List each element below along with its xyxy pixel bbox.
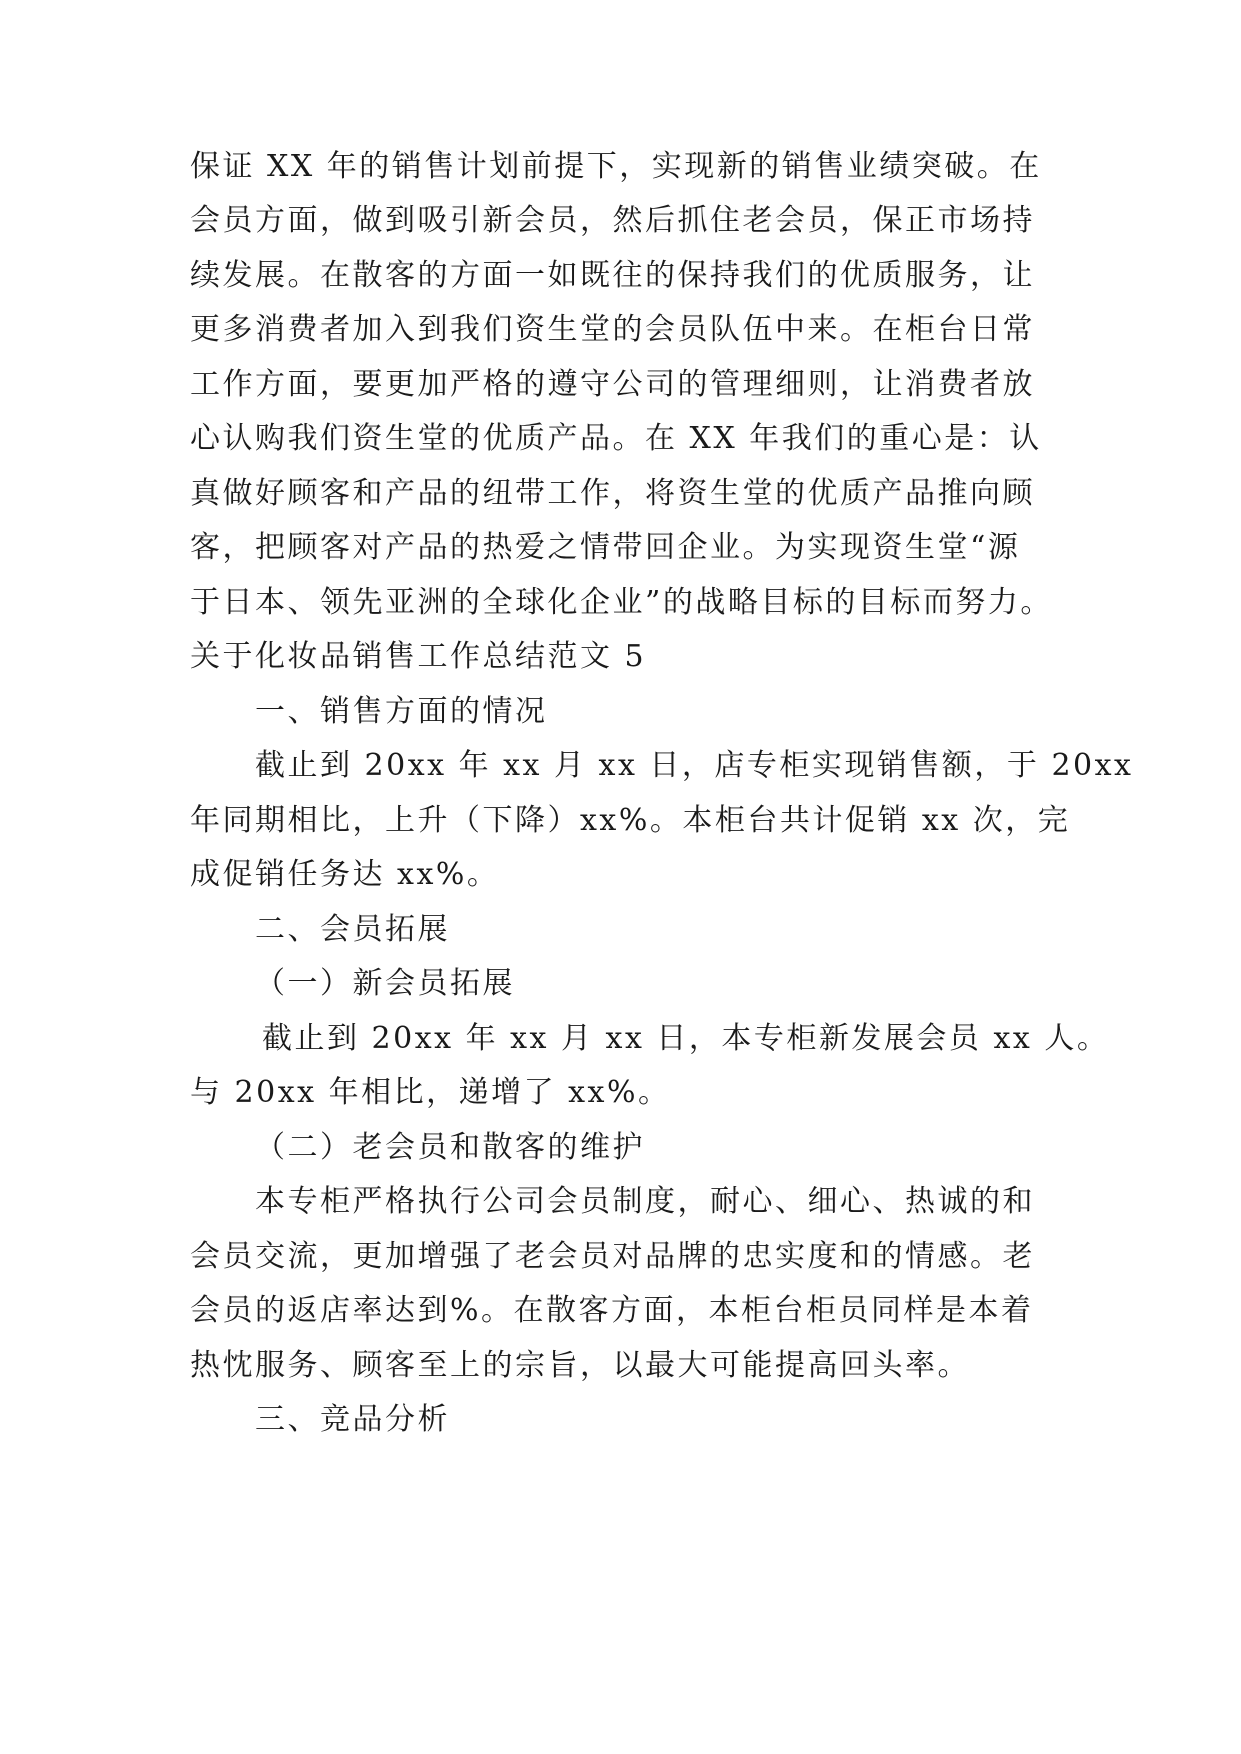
text-line: 会员的返店率达到%。在散客方面，本柜台柜员同样是本着 [190,1293,1034,1328]
heading-members: 二、会员拓展 [255,912,450,947]
text-line: 截止到 20xx 年 xx 月 xx 日，店专柜实现销售额，于 20xx [255,748,1134,783]
text-line: 会员方面，做到吸引新会员，然后抓住老会员，保正市场持 [190,203,1035,238]
heading-competitors: 三、竞品分析 [255,1402,450,1437]
text-line: 与 20xx 年相比，递增了 xx%。 [190,1075,671,1110]
text-line: 续发展。在散客的方面一如既往的保持我们的优质服务，让 [190,258,1035,293]
text-line: 心认购我们资生堂的优质产品。在 XX 年我们的重心是：认 [190,421,1042,456]
subheading-old-members: （二）老会员和散客的维护 [255,1130,645,1165]
text-line: 于日本、领先亚洲的全球化企业”的战略目标的目标而努力。 [190,585,1053,620]
subheading-new-members: （一）新会员拓展 [255,966,515,1001]
text-line: 成促销任务达 xx%。 [190,857,500,892]
text-line: 更多消费者加入到我们资生堂的会员队伍中来。在柜台日常 [190,312,1035,347]
text-line: 年同期相比，上升（下降）xx%。本柜台共计促销 xx 次，完 [190,803,1070,838]
text-line: 截止到 20xx 年 xx 月 xx 日，本专柜新发展会员 xx 人。 [262,1021,1110,1056]
text-line: 工作方面，要更加严格的遵守公司的管理细则，让消费者放 [190,367,1035,402]
text-line: 真做好顾客和产品的纽带工作，将资生堂的优质产品推向顾 [190,476,1035,511]
heading-sales: 一、销售方面的情况 [255,694,548,729]
text-line: 保证 XX 年的销售计划前提下，实现新的销售业绩突破。在 [190,149,1042,184]
text-line: 热忱服务、顾客至上的宗旨，以最大可能提高回头率。 [190,1348,970,1383]
section-title: 关于化妆品销售工作总结范文 5 [190,639,647,674]
text-line: 客，把顾客对产品的热爱之情带回企业。为实现资生堂“源 [190,530,1021,565]
text-line: 会员交流，更加增强了老会员对品牌的忠实度和的情感。老 [190,1239,1035,1274]
text-line: 本专柜严格执行公司会员制度，耐心、细心、热诚的和 [255,1184,1035,1219]
